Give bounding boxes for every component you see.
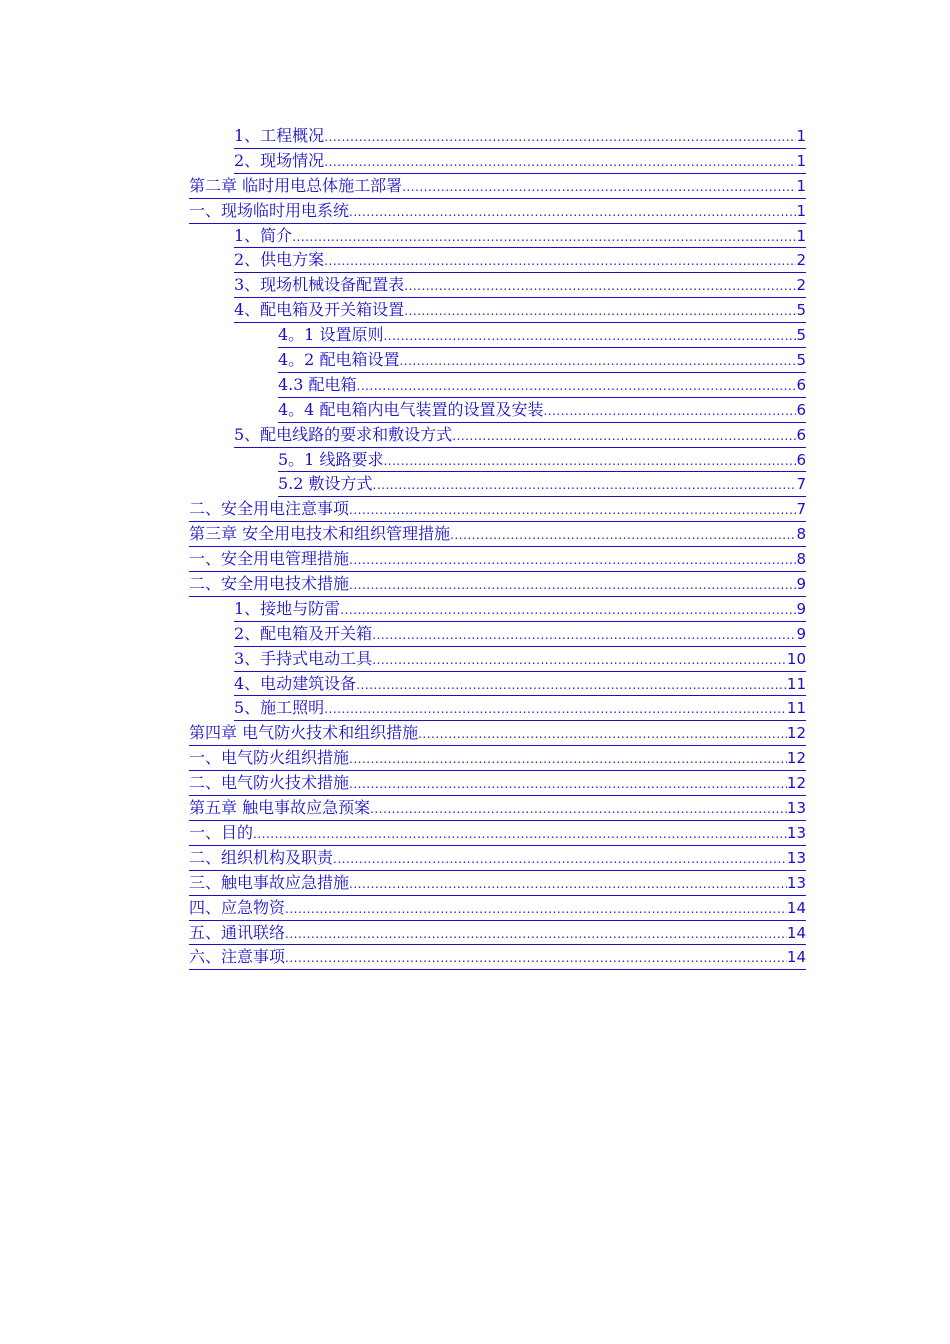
toc-entry-title: 3、手持式电动工具 [234, 648, 373, 668]
toc-entry-page-number: 13 [786, 873, 806, 892]
toc-entry-page-number: 13 [786, 799, 806, 818]
toc-entry-title: 1、工程概况 [234, 126, 325, 145]
toc-entry-page-number: 13 [786, 848, 806, 867]
toc-entry-link[interactable] [234, 696, 806, 721]
toc-entry-page-number: 14 [786, 923, 806, 942]
toc-entry-link[interactable] [234, 298, 806, 323]
toc-entry-title: 5.2 敷设方式 [278, 474, 373, 494]
toc-entry-page-number: 1 [796, 201, 806, 220]
toc-entry-title: 二、安全用电技术措施 [189, 574, 350, 594]
toc-entry-title: 第二章 临时用电总体施工部署 [189, 175, 403, 195]
toc-entry-link[interactable] [234, 149, 806, 174]
toc-dot-leader [452, 424, 796, 449]
toc-entry-link[interactable] [278, 398, 806, 423]
toc-entry-page-number: 6 [796, 375, 806, 394]
toc-entry-link[interactable] [234, 124, 806, 149]
toc-entry-title: 一、电气防火组织措施 [189, 748, 350, 768]
toc-dot-leader [253, 822, 787, 847]
toc-entry-title: 4.3 配电箱 [278, 374, 357, 394]
toc-dot-leader [333, 847, 787, 872]
toc-entry-page-number: 9 [796, 599, 806, 618]
toc-entry-title: 一、目的 [189, 822, 254, 842]
toc-entry-link[interactable] [189, 771, 806, 796]
toc-dot-leader [340, 598, 796, 623]
toc-entry-link[interactable] [234, 423, 806, 448]
toc-entry-page-number: 1 [796, 151, 806, 170]
toc-entry-link[interactable] [278, 373, 806, 398]
toc-entry-title: 第五章 触电事故应急预案 [189, 798, 371, 818]
toc-entry-title: 5、配电线路的要求和敷设方式 [234, 424, 453, 444]
toc-entry-title: 4。2 配电箱设置 [278, 350, 400, 370]
toc-entry-link[interactable] [189, 821, 806, 846]
toc-entry-link[interactable] [189, 921, 806, 946]
toc-entry-link[interactable] [234, 672, 806, 697]
toc-entry-link[interactable] [234, 622, 806, 647]
toc-entry-page-number: 12 [786, 774, 806, 793]
toc-entry-link[interactable] [189, 846, 806, 871]
toc-entry-title: 六、注意事项 [189, 947, 286, 967]
toc-entry-title: 一、安全用电管理措施 [189, 549, 350, 569]
toc-dot-leader [324, 150, 796, 175]
toc-entry-page-number: 6 [796, 400, 806, 419]
toc-entry-link[interactable] [189, 945, 806, 970]
toc-entry-link[interactable] [234, 273, 806, 298]
toc-dot-leader [383, 324, 796, 349]
toc-dot-leader [543, 399, 796, 424]
toc-entry-title: 2、供电方案 [234, 250, 325, 270]
toc-entry-link[interactable] [278, 323, 806, 348]
toc-entry-title: 二、安全用电注意事项 [189, 499, 350, 519]
toc-entry-title: 五、通讯联络 [189, 922, 286, 942]
toc-dot-leader [324, 249, 796, 274]
toc-entry-link[interactable] [189, 572, 806, 597]
toc-entry-page-number: 1 [796, 176, 806, 195]
toc-entry-title: 2、现场情况 [234, 150, 325, 170]
toc-dot-leader [285, 922, 787, 947]
toc-entry-page-number: 13 [786, 823, 806, 842]
toc-entry-link[interactable] [189, 871, 806, 896]
toc-entry-page-number: 8 [796, 525, 806, 544]
toc-dot-leader [349, 200, 796, 225]
toc-dot-leader [349, 573, 796, 598]
toc-dot-leader [399, 349, 796, 374]
toc-entry-title: 5、施工照明 [234, 698, 325, 718]
toc-dot-leader [450, 523, 796, 548]
toc-entry-page-number: 11 [786, 674, 806, 693]
toc-entry-title: 2、配电箱及开关箱 [234, 623, 373, 643]
toc-dot-leader [349, 548, 796, 573]
toc-entry-page-number: 8 [796, 550, 806, 569]
toc-dot-leader [418, 722, 787, 747]
toc-entry-link[interactable] [234, 597, 806, 622]
toc-entry-title: 1、简介 [234, 225, 293, 245]
toc-entry-link[interactable] [278, 448, 806, 473]
toc-dot-leader [349, 498, 796, 523]
toc-dot-leader [292, 225, 796, 250]
toc-dot-leader [357, 374, 797, 399]
toc-entry-page-number: 1 [796, 226, 806, 245]
toc-dot-leader [402, 175, 796, 200]
toc-entry-page-number: 1 [796, 127, 806, 145]
toc-entry-link[interactable] [189, 174, 806, 199]
toc-entry-page-number: 7 [796, 475, 806, 494]
toc-dot-leader [372, 648, 787, 673]
toc-entry-page-number: 5 [796, 301, 806, 320]
toc-entry-page-number: 9 [796, 575, 806, 594]
toc-entry-link[interactable] [189, 547, 806, 572]
toc-entry-link[interactable] [234, 647, 806, 672]
toc-dot-leader [285, 946, 787, 971]
toc-entry-title: 4。4 配电箱内电气装置的设置及安装 [278, 399, 544, 419]
toc-entry-title: 第四章 电气防火技术和组织措施 [189, 723, 419, 743]
toc-entry-link[interactable] [189, 896, 806, 921]
toc-entry-title: 二、组织机构及职责 [189, 847, 334, 867]
toc-entry-title: 第三章 安全用电技术和组织管理措施 [189, 524, 451, 544]
toc-dot-leader [404, 299, 796, 324]
toc-entry-page-number: 2 [796, 276, 806, 295]
toc-dot-leader [324, 125, 796, 150]
toc-dot-leader [383, 449, 796, 474]
toc-entry-title: 三、触电事故应急措施 [189, 872, 350, 892]
toc-entry-link[interactable] [278, 348, 806, 373]
toc-dot-leader [285, 897, 787, 922]
toc-dot-leader [370, 797, 787, 822]
toc-entry-page-number: 2 [796, 251, 806, 270]
toc-dot-leader [324, 697, 787, 722]
toc-entry-link[interactable] [234, 224, 806, 249]
toc-entry-title: 四、应急物资 [189, 897, 286, 917]
toc-entry-title: 3、现场机械设备配置表 [234, 275, 405, 295]
toc-entry-link[interactable] [234, 248, 806, 273]
toc-entry-page-number: 12 [786, 724, 806, 743]
toc-entry-page-number: 10 [786, 649, 806, 668]
toc-entry-link[interactable] [189, 746, 806, 771]
toc-entry-link[interactable] [278, 472, 806, 497]
toc-entry-link[interactable] [189, 522, 806, 547]
toc-entry-page-number: 6 [796, 425, 806, 444]
toc-entry-title: 4、配电箱及开关箱设置 [234, 300, 405, 320]
toc-entry-title: 1、接地与防雷 [234, 598, 341, 618]
toc-entry-title: 5。1 线路要求 [278, 449, 384, 469]
toc-entry-page-number: 7 [796, 500, 806, 519]
toc-entry-link[interactable] [189, 199, 806, 224]
toc-entry-title: 一、现场临时用电系统 [189, 200, 350, 220]
toc-dot-leader [356, 673, 787, 698]
toc-entry-title: 二、电气防火技术措施 [189, 773, 350, 793]
toc-entry-page-number: 14 [786, 948, 806, 967]
toc-entry-page-number: 14 [786, 898, 806, 917]
toc-dot-leader [349, 872, 787, 897]
toc-entry-page-number: 9 [796, 624, 806, 643]
table-of-contents [189, 124, 806, 970]
toc-entry-page-number: 6 [796, 450, 806, 469]
toc-dot-leader [404, 274, 796, 299]
toc-entry-page-number: 5 [796, 326, 806, 345]
toc-dot-leader [373, 473, 797, 498]
toc-entry-link[interactable] [189, 796, 806, 821]
toc-entry-page-number: 5 [796, 351, 806, 370]
toc-entry-page-number: 11 [786, 699, 806, 718]
toc-dot-leader [349, 747, 787, 772]
toc-entry-link[interactable] [189, 497, 806, 522]
toc-entry-link[interactable] [189, 721, 806, 746]
toc-dot-leader [372, 623, 796, 648]
toc-entry-title: 4。1 设置原则 [278, 325, 384, 345]
toc-dot-leader [349, 772, 787, 797]
toc-entry-page-number: 12 [786, 749, 806, 768]
toc-entry-title: 4、电动建筑设备 [234, 673, 357, 693]
